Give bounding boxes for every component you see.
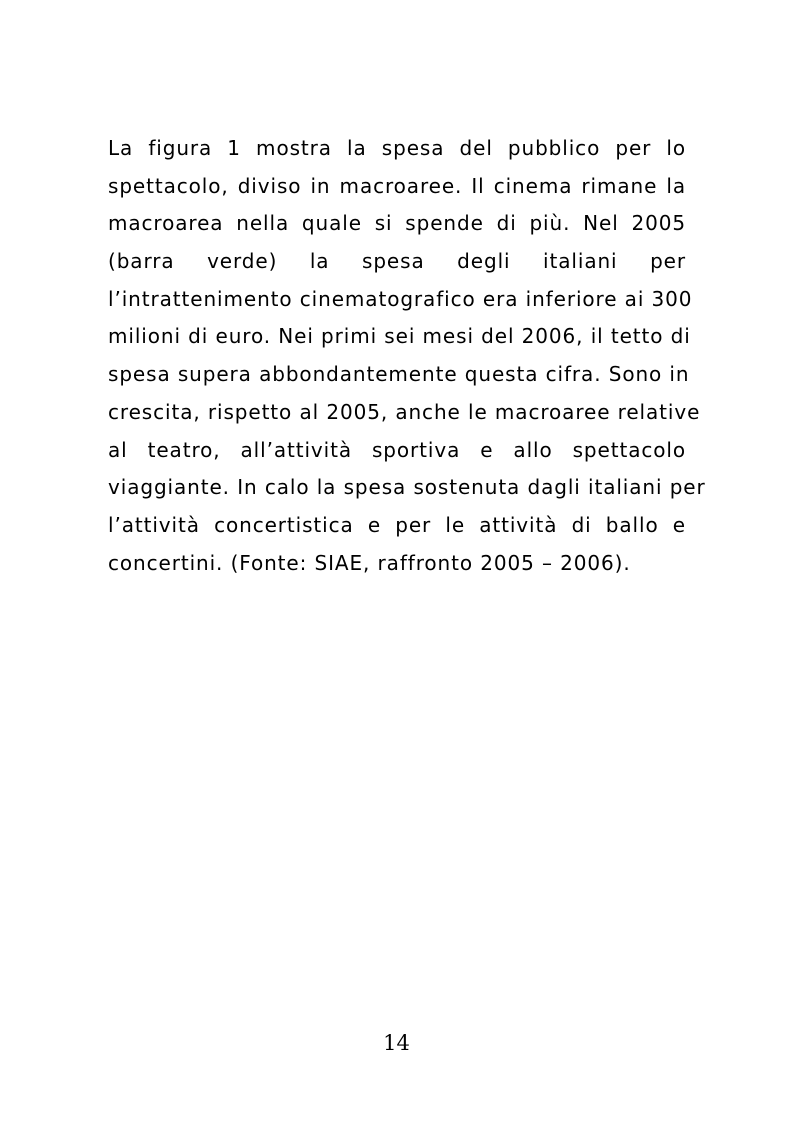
paragraph-line-8: crescita, rispetto al 2005, anche le macroaree relative [108, 399, 701, 424]
page-number: 14 [383, 1031, 410, 1055]
paragraph-line-6: milioni di euro. Nei primi sei mesi del 2006, il tetto di [108, 324, 691, 349]
paragraph-line-10: viaggiante. In calo la spesa sostenuta dagli italiani per [108, 475, 706, 500]
paragraph-line-1: La figura 1 mostra la spesa del pubblico per lo [108, 136, 686, 160]
paragraph-line-7: spesa supera abbondantemente questa cifra. Sono in [108, 362, 690, 387]
paragraph-line-12: concertini. (Fonte: SIAE, raffronto 2005 – 2006). [108, 550, 631, 575]
paragraph-line-4: (barra verde) la spesa degli italiani per [108, 249, 686, 274]
paragraph-line-11: l’attività concertistica e per le attività di ballo e [108, 512, 686, 537]
body-paragraph [108, 130, 706, 582]
paragraph-line-2: spettacolo, diviso in macroaree. Il cinema rimane la [108, 173, 686, 198]
paragraph-line-5: l’intrattenimento cinematografico era inferiore ai 300 [108, 286, 693, 311]
paragraph-line-3: macroarea nella quale si spende di più. Nel 2005 [108, 211, 686, 236]
paragraph-line-9: al teatro, all’attività sportiva e allo spettacolo [108, 437, 686, 462]
